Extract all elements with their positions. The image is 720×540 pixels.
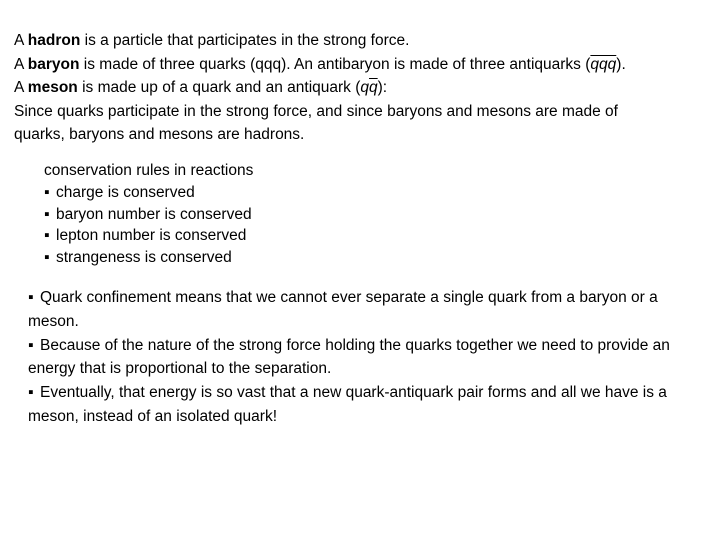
rule-text: baryon number is conserved — [56, 205, 252, 223]
rule-text: charge is conserved — [56, 183, 195, 201]
baryon-close: ). — [616, 55, 626, 73]
hadron-conclusion-line-2: quarks, baryons and mesons are hadrons. — [14, 126, 305, 143]
rule-item — [44, 204, 253, 226]
conservation-heading: conservation rules in reactions — [44, 162, 254, 179]
antiquark-symbol: $\overline{q}$ — [369, 79, 378, 96]
baryon-term: baryon — [27, 55, 80, 73]
hadron-term: hadron — [27, 32, 81, 49]
square-bullet-icon: ▪ — [44, 183, 50, 201]
rule-text: strangeness is conserved — [56, 249, 232, 267]
hadron-definition — [14, 29, 714, 53]
meson-prefix: A — [14, 79, 28, 96]
paragraph-text: Quark confinement means that we cannot ever separate a single quark from a baryon or a meson. — [28, 289, 658, 330]
baryon-definition — [14, 53, 714, 77]
rule-item — [44, 247, 253, 269]
hadron-conclusion-line-1: Since quarks participate in the strong force, and since baryons and mesons are made of — [14, 102, 618, 120]
antiquarks-symbol: $\overline{qqq}$ — [590, 55, 617, 73]
rule-item — [44, 225, 253, 247]
rule-item — [44, 182, 253, 204]
confinement-paragraph — [28, 381, 698, 429]
rule-text: lepton number is conserved — [56, 227, 247, 245]
hadron-prefix: A — [14, 32, 28, 49]
confinement-paragraph — [28, 286, 698, 334]
confinement-paragraph — [28, 334, 698, 382]
baryon-description: is made of three quarks (qqq). An antibaryon is made of three antiquarks ( — [79, 55, 591, 73]
paragraph-text: Eventually, that energy is so vast that a new quark-antiquark pair forms and all we have is a meson, instead of an isolated quark! — [28, 384, 667, 425]
paragraph-text: Because of the nature of the strong force holding the quarks together we need to provide an energy that is proportional to the separation. — [28, 336, 670, 378]
conservation-rules — [44, 160, 253, 269]
meson-definition — [14, 76, 714, 100]
hadron-definitions — [14, 29, 714, 147]
baryon-prefix: A — [14, 55, 28, 73]
quark-confinement-notes — [28, 286, 698, 429]
square-bullet-icon: ▪ — [44, 205, 50, 223]
square-bullet-icon: ▪ — [44, 249, 50, 267]
meson-description: is made up of a quark and an antiquark ( — [77, 79, 361, 96]
square-bullet-icon: ▪ — [28, 384, 34, 402]
meson-term: meson — [27, 79, 78, 96]
quark-symbol: q — [360, 79, 370, 96]
meson-close: ): — [377, 79, 388, 96]
hadron-description: is a particle that participates in the strong force. — [80, 32, 410, 49]
square-bullet-icon: ▪ — [28, 289, 34, 306]
square-bullet-icon: ▪ — [44, 227, 50, 245]
square-bullet-icon: ▪ — [28, 336, 34, 354]
